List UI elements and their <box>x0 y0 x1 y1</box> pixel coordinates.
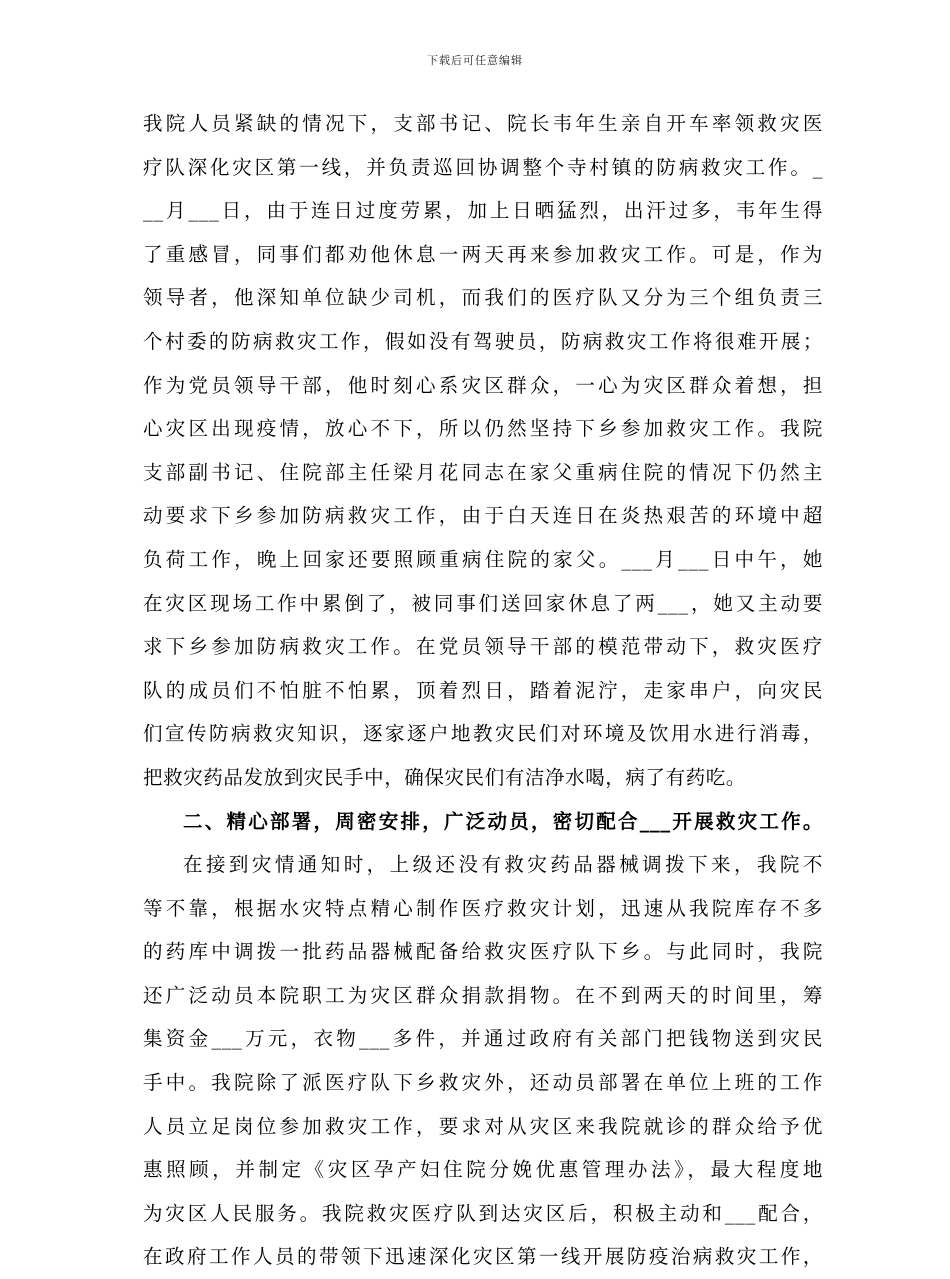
body-line-last: 把救灾药品发放到灾民手中，确保灾民们有洁净水喝，病了有药吃。 <box>143 765 747 789</box>
body-line: 为灾区人民服务。我院救灾医疗队到达灾区后，积极主动和___配合， <box>143 1201 823 1225</box>
body-line: 队的成员们不怕脏不怕累，顶着烈日，踏着泥泞，走家串户，向灾民 <box>143 678 823 702</box>
body-line: 们宣传防病救灾知识，逐家逐户地教灾民们对环境及饮用水进行消毒， <box>143 722 823 746</box>
body-line: 还广泛动员本院职工为灾区群众捐款捐物。在不到两天的时间里，筹 <box>143 983 823 1007</box>
body-line: 个村委的防病救灾工作，假如没有驾驶员，防病救灾工作将很难开展； <box>143 329 823 353</box>
body-line: 人员立足岗位参加救灾工作，要求对从灾区来我院就诊的群众给予优 <box>143 1114 823 1138</box>
body-line: 动要求下乡参加防病救灾工作，由于白天连日在炎热艰苦的环境中超 <box>143 504 823 528</box>
body-line: 我院人员紧缺的情况下，支部书记、院长韦年生亲自开车率领救灾医 <box>143 112 823 135</box>
body-line: 作为党员领导干部，他时刻心系灾区群众，一心为灾区群众着想，担 <box>143 373 823 397</box>
body-line: 了重感冒，同事们都劝他休息一两天再来参加救灾工作。可是，作为 <box>143 242 823 266</box>
body-line: 负荷工作，晚上回家还要照顾重病住院的家父。___月___日中午，她 <box>143 547 823 571</box>
section-heading: 二、精心部署，周密安排，广泛动员，密切配合___开展救灾工作。 <box>183 809 823 833</box>
body-line: 在政府工作人员的带领下迅速深化灾区第一线开展防疫治病救灾工作， <box>143 1245 823 1269</box>
body-line: 惠照顾，并制定《灾区孕产妇住院分娩优惠管理办法》，最大程度地 <box>143 1158 823 1182</box>
body-line: 心灾区出现疫情，放心不下，所以仍然坚持下乡参加救灾工作。我院 <box>143 417 823 441</box>
body-line: __月___日，由于连日过度劳累，加上日晒猛烈，出汗过多，韦年生得 <box>143 199 823 223</box>
body-line: 疗队深化灾区第一线，并负责巡回协调整个寺村镇的防病救灾工作。_ <box>143 155 823 179</box>
body-line: 在灾区现场工作中累倒了，被同事们送回家休息了两___，她又主动要 <box>143 591 823 615</box>
body-line-first: 在接到灾情通知时，上级还没有救灾药品器械调拨下来，我院不 <box>183 853 823 877</box>
body-line: 的药库中调拨一批药品器械配备给救灾医疗队下乡。与此同时，我院 <box>143 940 823 964</box>
body-line: 求下乡参加防病救灾工作。在党员领导干部的模范带动下，救灾医疗 <box>143 635 823 659</box>
body-line: 集资金___万元，衣物___多件，并通过政府有关部门把钱物送到灾民 <box>143 1027 823 1051</box>
body-line: 等不靠，根据水灾特点精心制作医疗救灾计划，迅速从我院库存不多 <box>143 896 823 920</box>
document-body <box>143 102 823 1279</box>
page-header: 下载后可任意编辑 <box>427 54 523 67</box>
body-line: 领导者，他深知单位缺少司机，而我们的医疗队又分为三个组负责三 <box>143 286 823 310</box>
body-line: 支部副书记、住院部主任梁月花同志在家父重病住院的情况下仍然主 <box>143 460 823 484</box>
body-line: 手中。我院除了派医疗队下乡救灾外，还动员部署在单位上班的工作 <box>143 1071 823 1095</box>
